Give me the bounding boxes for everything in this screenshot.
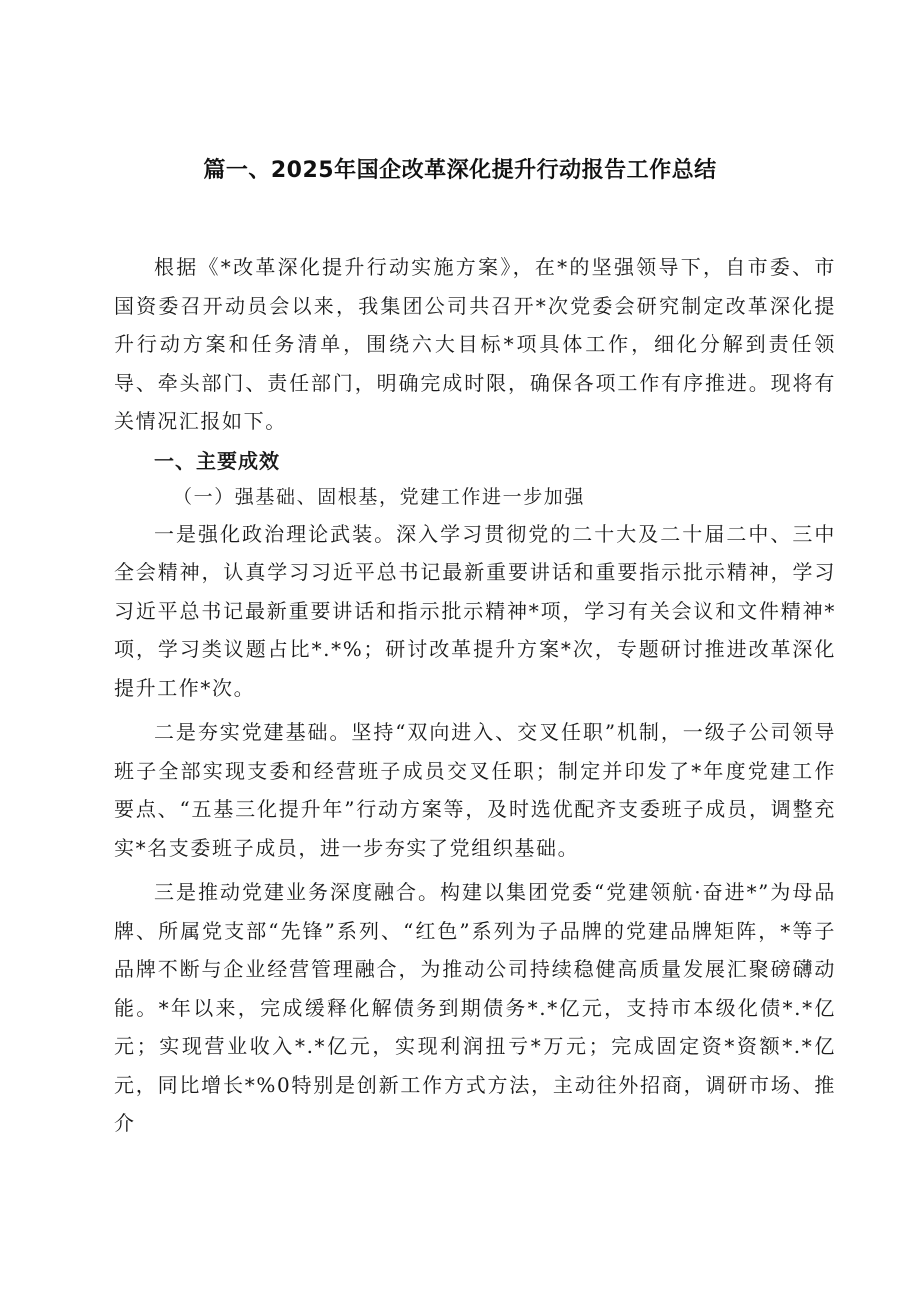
section-heading: 一、主要成效 <box>154 448 280 473</box>
document-title: 篇一、2025年国企改革深化提升行动报告工作总结 <box>203 158 717 183</box>
paragraph-political-theory: 一是强化政治理论武装。深入学习贯彻党的二十大及二十届二中、三中全会精神，认真学习习近平总书记最新重要讲话和重要指示批示精神，学习习近平总书记最新重要讲话和指示批示精神*项，学习有关会议和文件精神*项，学习类议题占比*.*%；研讨改革提升方案*次，专题研讨推进改革深化提升工作*次。 <box>114 521 836 700</box>
paragraph-party-business-integration: 三是推动党建业务深度融合。构建以集团党委“党建领航·奋进*”为母品牌、所属党支部“先锋”系列、“红色”系列为子品牌的党建品牌矩阵，*等子品牌不断与企业经营管理融合，为推动公司持续稳健高质量发展汇聚磅礴动能。*年以来，完成缓释化解债务到期债务*.*亿元，支持市本级化债*.*亿元；实现营业收入*.*亿元，实现利润扭亏*万元；完成固定资*资额*.*亿元，同比增长*%0特别是创新工作方式方法，主动往外招商，调研市场、推介 <box>114 880 836 1135</box>
paragraph-party-foundation: 二是夯实党建基础。坚持“双向进入、交叉任职”机制，一级子公司领导班子全部实现支委和经营班子成员交叉任职；制定并印发了*年度党建工作要点、“五基三化提升年”行动方案等，及时选优配齐支委班子成员，调整充实*名支委班子成员，进一步夯实了党组织基础。 <box>114 720 836 860</box>
document-body <box>114 248 836 1143</box>
intro-paragraph: 根据《*改革深化提升行动实施方案》，在*的坚强领导下，自市委、市国资委召开动员会以来，我集团公司共召开*次党委会研究制定改革深化提升行动方案和任务清单，围绕六大目标*项具体工作，细化分解到责任领导、牵头部门、责任部门，明确完成时限，确保各项工作有序推进。现将有关情况汇报如下。 <box>114 255 836 433</box>
subsection-heading: （一）强基础、固根基，党建工作进一步加强 <box>173 485 586 508</box>
